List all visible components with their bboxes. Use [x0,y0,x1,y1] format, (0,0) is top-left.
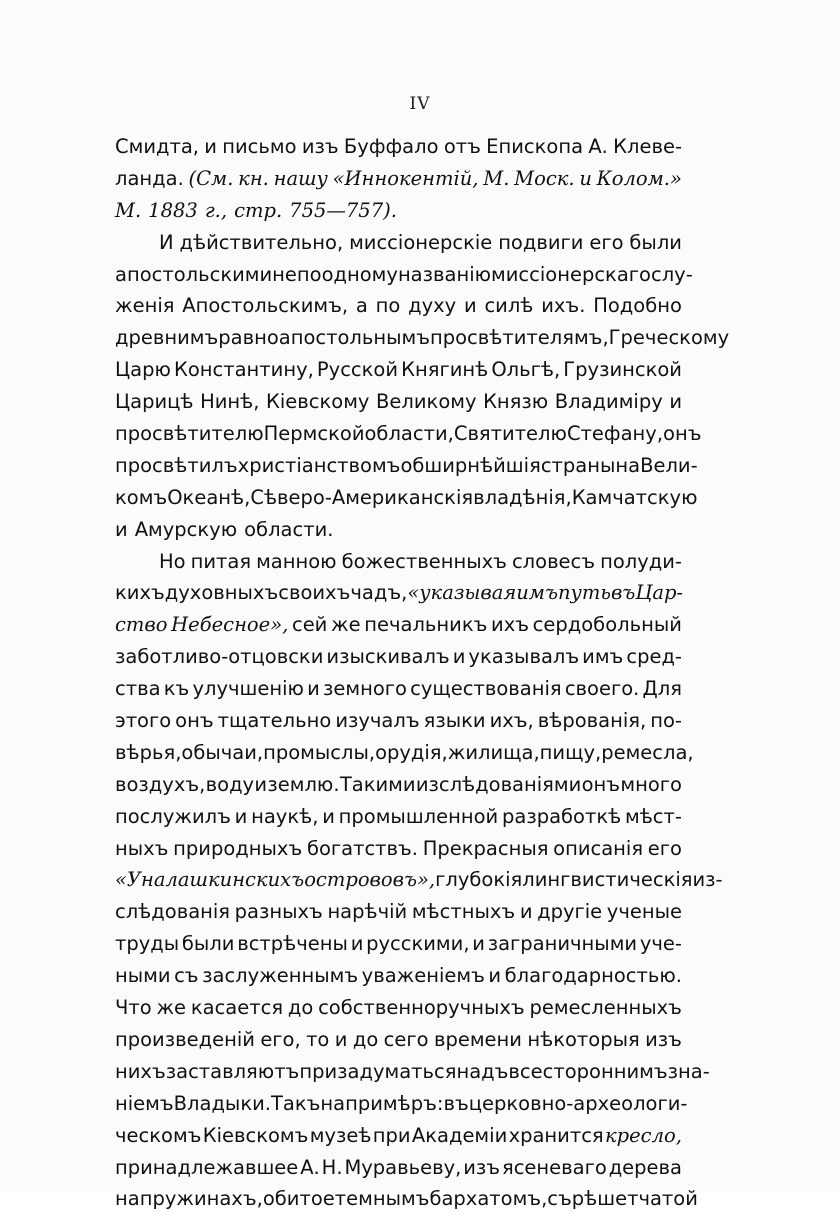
word: «указывая [407,581,517,605]
text-line [115,131,682,163]
word: до [287,996,314,1020]
text-line [115,769,682,801]
word: Такими [339,772,416,796]
word: церковно-археологи- [468,1091,688,1115]
word: до [352,1027,379,1051]
text-line [115,482,698,514]
word: просвѣтителямъ, [430,326,609,350]
text-line [115,1183,698,1215]
word: дѣйствительно, [179,230,344,254]
text-line [115,514,682,546]
word: (См. [188,166,234,190]
word: въ [610,581,636,605]
text-line [115,450,698,482]
word: древнимъ [115,326,219,350]
word: И [159,230,174,254]
word: слѣдованія [115,900,231,924]
word: онъ [175,709,214,733]
word: Что [115,996,152,1020]
word: рѣшетчатой [571,1187,698,1211]
text-line [115,546,682,578]
word: глубокія [435,868,523,892]
word: были [181,932,235,956]
word: изучалъ [335,709,420,733]
word: Буффало [343,135,439,158]
word: Муравьеву, [344,1155,462,1179]
word: Амурскую [134,517,238,541]
word: хранится [508,1123,604,1147]
word: 1883 [148,198,198,222]
word: имъ [516,581,558,605]
word: и [463,294,477,318]
word: Епископа [486,135,584,158]
word: то [306,1027,330,1051]
word: подвиги [498,230,584,254]
word: его, [260,1027,301,1051]
word: другіе [537,900,603,924]
word: и [519,900,533,924]
word: сего [383,1027,429,1051]
word: и [204,135,217,158]
word: заграничными [487,932,638,956]
word: надъ [456,1059,509,1083]
word: же [331,613,361,637]
word: манною [256,549,337,573]
text-line [115,928,682,960]
word: стр. [234,198,283,222]
word: уваженіемъ [361,964,485,988]
text-line [115,354,682,386]
word: изслѣдованіями [415,772,582,796]
word: съ [174,964,199,988]
word: питая [190,549,252,573]
word: А. [588,135,608,158]
word: не [272,262,297,286]
text-line [115,641,682,673]
word: Нинѣ, [200,390,260,414]
word: г., [204,198,228,222]
word: были [629,230,682,254]
word: и [254,772,268,796]
word: изъ [301,135,339,158]
text-line [115,1120,682,1152]
word: 755—757). [289,198,397,222]
word: онъ [581,772,621,796]
word: Сѣверо-Американскія [250,485,474,509]
text-line [115,801,682,833]
word: Стефану, [566,422,664,446]
word: письмо [222,135,297,158]
word: зна- [667,1059,710,1083]
word: духовныхъ [164,581,279,605]
word: апостольскими [115,262,273,286]
text-line [115,864,723,896]
word: существованія [410,677,562,701]
word: женія [115,294,175,318]
word: полуди- [600,549,682,573]
word: Владиміру [554,390,663,414]
word: Клеве- [613,135,682,158]
word: ныхъ [115,836,169,860]
word: и [234,804,248,828]
word: труды [115,932,180,956]
word: Греческому [608,326,730,350]
word: а [355,294,368,318]
word: и [115,517,128,541]
word: наукѣ, [251,804,319,828]
text-line [115,960,682,992]
word: чадъ, [350,581,408,605]
word: Но [159,549,186,573]
text-line [115,609,682,641]
word: просвѣтилъ [115,453,238,477]
word: М. [115,198,142,222]
word: промышленной [338,804,499,828]
word: Моск. [514,166,575,190]
word: богатствъ. [306,836,418,860]
word: и [579,166,592,190]
word: тщательно [217,709,332,733]
word: мѣстныхъ [411,900,516,924]
text-line [115,1024,682,1056]
word: Прекрасныя [422,836,549,860]
word: заботливо-отцовски [115,645,324,669]
word: мѣст- [624,804,682,828]
word: нихъ [115,1059,166,1083]
word: кихъ [115,581,165,605]
word: землю. [267,772,340,796]
word: Русской [316,358,399,382]
word: печальникъ [364,613,488,637]
word: уче- [639,932,682,956]
word: нѣкоторыя [527,1027,640,1051]
word: из- [692,868,723,892]
word: заставляютъ [165,1059,300,1083]
word: онъ [663,422,702,446]
word: послужилъ [115,804,231,828]
word: Н. [321,1155,343,1179]
word: обитое [262,1187,335,1211]
word: ство [115,613,168,637]
word: музеѣ [309,1123,372,1147]
word: равноапостольнымъ [218,326,430,350]
word: разныхъ [234,900,323,924]
word: его [589,230,624,254]
word: русскими, [366,932,470,956]
text-line [115,737,694,769]
word: нашу [273,166,328,190]
word: страны [540,453,616,477]
word: Цар- [635,581,684,605]
page-number: IV [409,94,431,114]
word: Князю [483,390,549,414]
word: описанія [553,836,644,860]
word: Апостольскимъ, [182,294,349,318]
word: обычаи, [181,740,264,764]
word: и [452,645,466,669]
word: изъ [463,1155,501,1179]
word: ными [115,964,171,988]
word: всестороннимъ [508,1059,668,1083]
word: разработкѣ [502,804,622,828]
text-line [115,833,682,865]
word: Пермской [263,422,365,446]
word: воду [205,772,255,796]
word: Смидта, [115,135,199,158]
word: изъ [645,1027,682,1051]
word: встрѣчены [237,932,348,956]
word: слу- [650,262,693,286]
word: просвѣтителю [115,422,264,446]
text-line [115,577,682,609]
text-line [115,195,682,227]
word: обширнѣйшія [400,453,541,477]
word: этого [115,709,172,733]
word: и [322,804,335,828]
word: по [296,262,322,286]
word: Вели- [640,453,698,477]
word: Кіевскому [266,390,370,414]
word: и [669,390,682,414]
text-line [115,992,682,1024]
word: и [472,932,485,956]
word: природныхъ [173,836,303,860]
word: вѣрованія, [537,709,647,733]
word: ніемъ [115,1091,174,1115]
word: Подобно [593,294,682,318]
word: М. [483,166,510,190]
word: пружинахъ, [139,1187,263,1211]
text-line [115,673,682,705]
word: принадлежавшее [115,1155,299,1179]
word: области. [244,517,334,541]
word: острововъ», [304,868,436,892]
word: христіанствомъ [237,453,401,477]
word: словесъ [511,549,596,573]
word: имъ [582,645,624,669]
word: къ [163,677,190,701]
text-line [115,418,702,450]
text-line [115,290,682,322]
word: съ [547,1187,572,1211]
word: изыскивалъ [326,645,450,669]
word: и [488,964,502,988]
word: Княгинѣ [401,358,489,382]
word: своихъ [278,581,351,605]
word: комъ [115,485,168,509]
word: Академіи [411,1123,508,1147]
word: Кіевскомъ [202,1123,309,1147]
word: миссіонерскаго [491,262,651,286]
word: Константину, [173,358,314,382]
word: при [372,1123,411,1147]
word: лингвистическія [522,868,693,892]
word: ихъ, [489,709,534,733]
word: силѣ [484,294,534,318]
word: и [307,677,320,701]
word: своего. [564,677,640,701]
word: сердобольный [532,613,682,637]
word: и [334,1027,348,1051]
word: ремесла, [601,740,694,764]
word: въ [443,1091,469,1115]
word: Такъ [270,1091,321,1115]
word: по- [650,709,682,733]
word: «Уналашкинскихъ [115,868,305,892]
word: божественныхъ [341,549,507,573]
word: касается [190,996,284,1020]
word: по [375,294,401,318]
word: Царицѣ [115,390,194,414]
word: улучшенію [192,677,304,701]
word: земного [323,677,407,701]
word: Для [642,677,682,701]
text-line [115,386,682,418]
text-line [115,1056,710,1088]
word: указывалъ [468,645,580,669]
word: собственноручныхъ [318,996,525,1020]
word: Царю [115,358,171,382]
text-line [115,1088,688,1120]
word: ланда. [115,166,184,190]
text-line [115,705,682,737]
word: Грузинской [563,358,682,382]
word: темнымъ [334,1187,430,1211]
word: жилища, [447,740,540,764]
word: на [115,1187,140,1211]
word: напримѣръ: [320,1091,444,1115]
word: Святителю [453,422,567,446]
word: отъ [443,135,481,158]
word: нарѣчій [327,900,408,924]
word: миссіонерскіе [349,230,493,254]
word: языки [423,709,486,733]
text-line [115,896,682,928]
word: ческомъ [115,1123,202,1147]
word: вѣрья, [115,740,182,764]
word: области, [364,422,454,446]
word: промыслы, [263,740,376,764]
word: духу [408,294,457,318]
word: Камчатскую [571,485,698,509]
text-line [115,322,730,354]
word: сред- [626,645,682,669]
word: кн. [238,166,269,190]
word: благодарностью. [504,964,682,988]
word: времени [433,1027,522,1051]
word: его [647,836,682,860]
word: на [615,453,641,477]
word: сей [291,613,328,637]
word: бархатомъ, [429,1187,548,1211]
word: Океанѣ, [167,485,251,509]
word: А. [300,1155,320,1179]
word: ясеневаго [501,1155,607,1179]
word: Небесное», [171,613,289,637]
word: же [156,996,187,1020]
word: кресло, [604,1123,682,1147]
text-line [115,259,693,291]
word: ученые [606,900,682,924]
word: Владыки. [173,1091,271,1115]
word: владѣнія, [473,485,572,509]
body-text [115,131,730,1215]
word: одному [321,262,398,286]
text-line [115,163,682,195]
text-line [115,227,682,259]
word: Ольгѣ, [491,358,561,382]
word: ства [115,677,161,701]
word: много [620,772,682,796]
word: ихъ. [541,294,586,318]
word: произведеній [115,1027,255,1051]
word: заслуженнымъ [202,964,359,988]
word: дерева [608,1155,682,1179]
word: Великому [376,390,477,414]
word: путь [557,581,611,605]
word: призадуматься [299,1059,457,1083]
word: Колом.» [596,166,682,190]
word: названію [397,262,492,286]
word: ихъ [491,613,530,637]
word: воздухъ, [115,772,206,796]
word: «Иннокентій, [332,166,479,190]
word: и [350,932,364,956]
word: ремесленныхъ [529,996,682,1020]
text-line [115,1152,682,1184]
word: орудія, [375,740,448,764]
word: пищу, [539,740,602,764]
